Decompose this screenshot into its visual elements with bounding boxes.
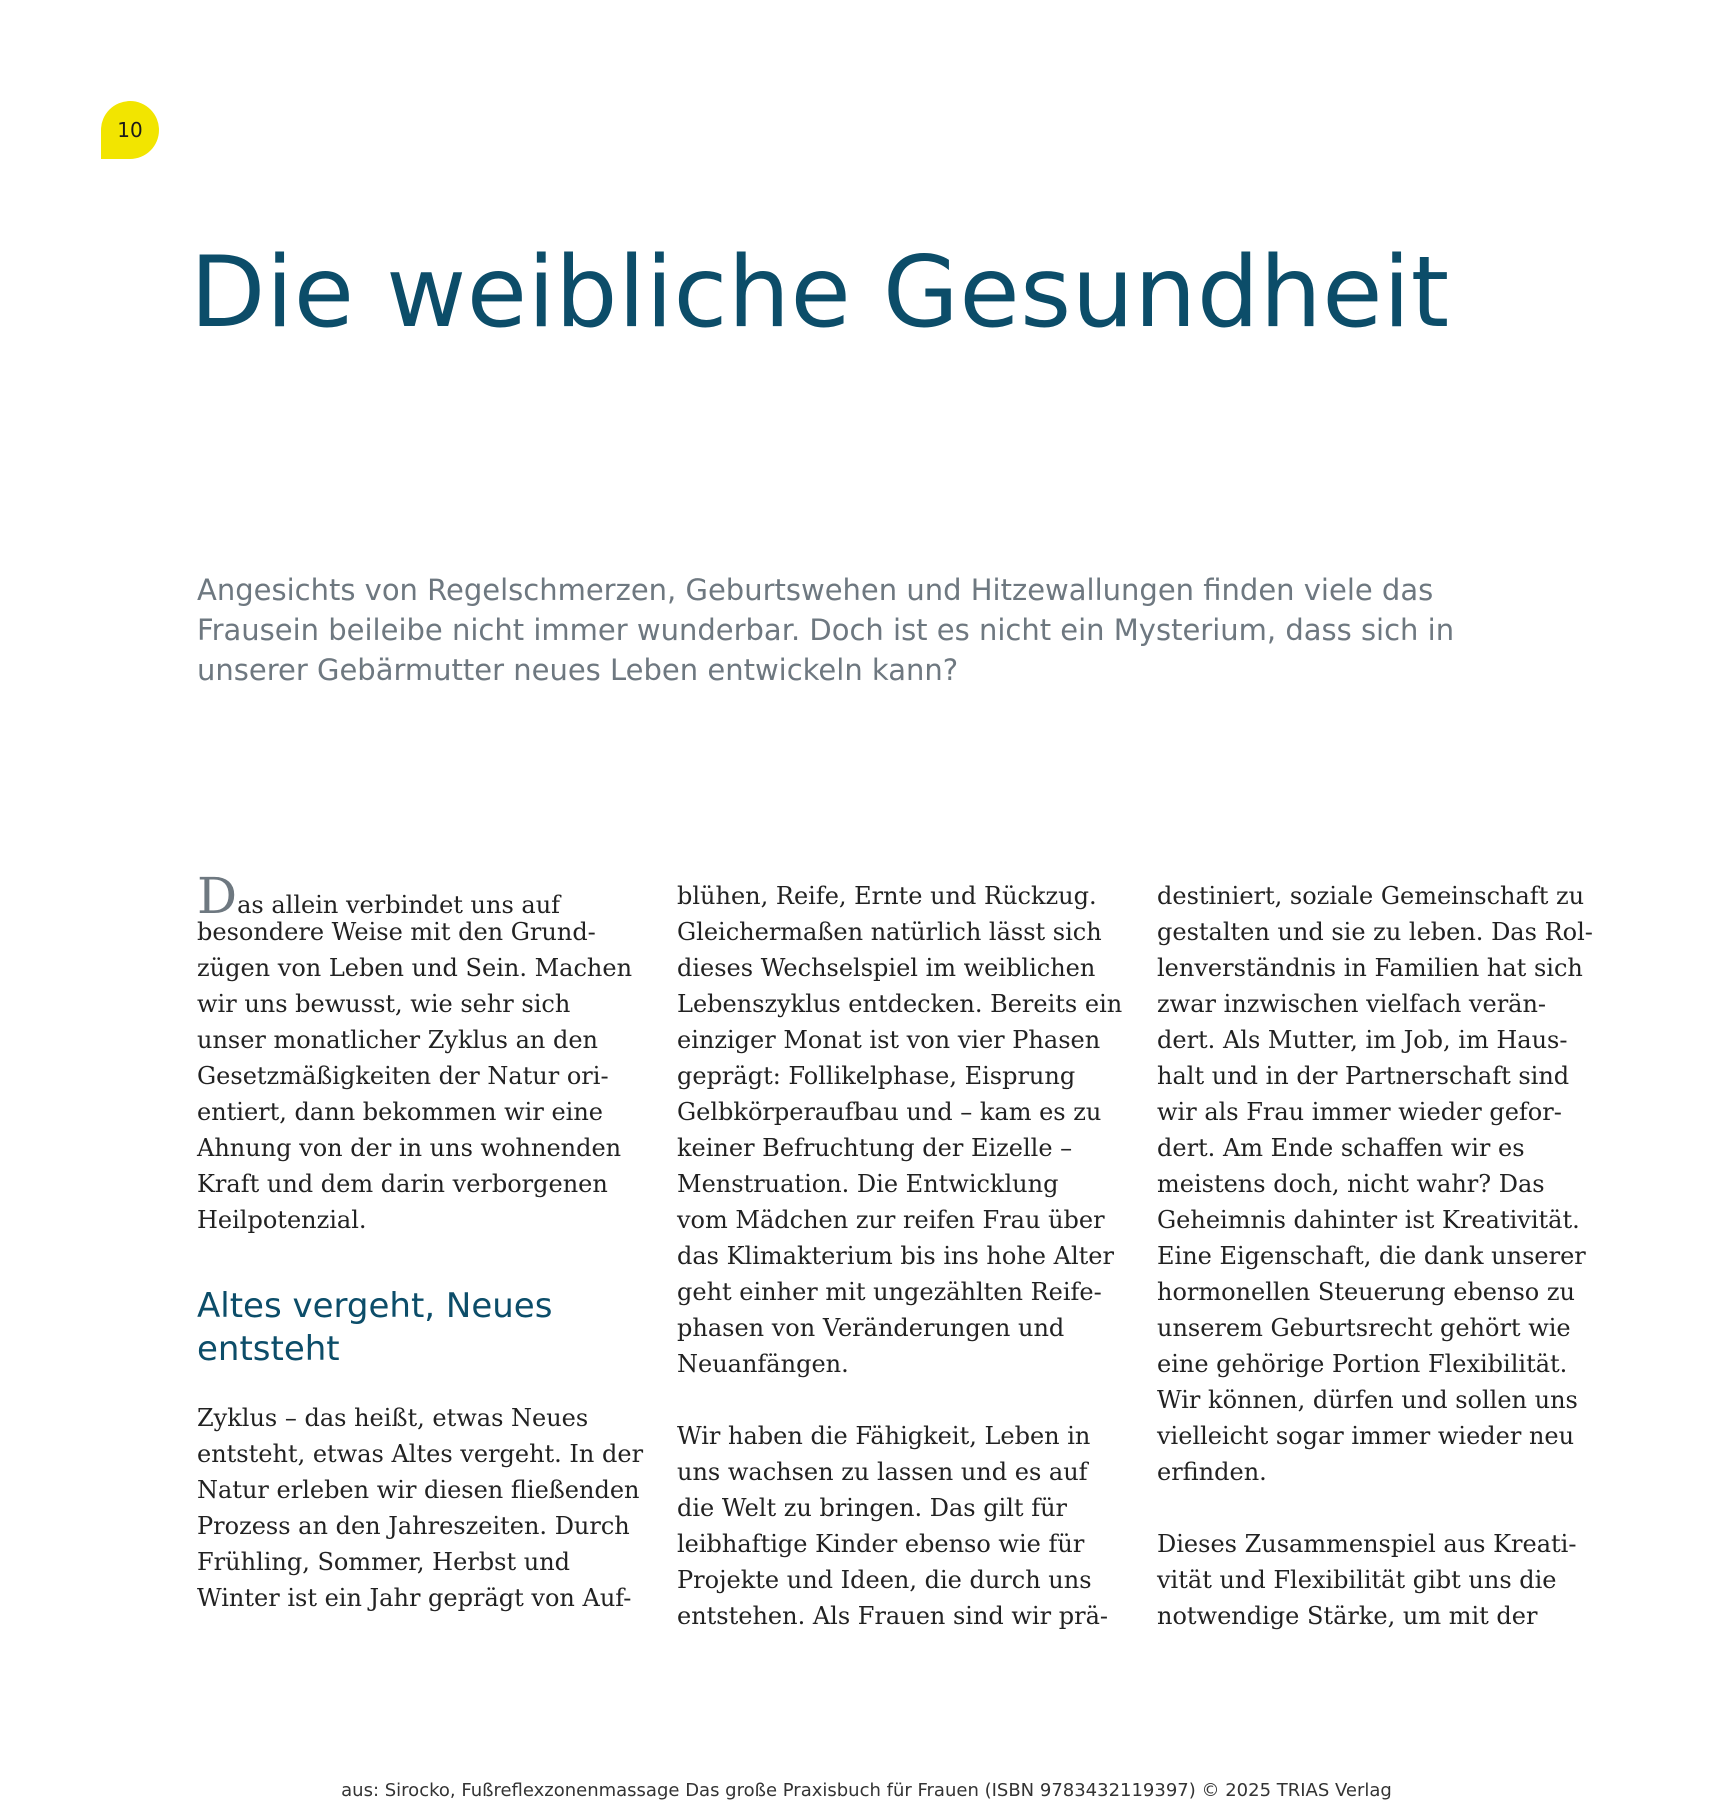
body-line: halt und in der Partnerschaft sind xyxy=(1157,1062,1570,1090)
body-line: Zyklus – das heißt, etwas Neues xyxy=(197,1404,589,1432)
body-line: zwar inzwischen vielfach verän- xyxy=(1157,990,1547,1018)
paragraph-gap xyxy=(677,1382,1117,1418)
first-line-text: as allein verbindet uns auf xyxy=(237,891,561,919)
body-line: die Welt zu bringen. Das gilt für xyxy=(677,1494,1068,1522)
body-line: erfinden. xyxy=(1157,1458,1267,1486)
body-line: besondere Weise mit den Grund- xyxy=(197,918,596,946)
body-line: Gleichermaßen natürlich lässt sich xyxy=(677,918,1102,946)
subheading-line: Altes vergeht, Neues xyxy=(197,1286,553,1326)
body-line: Natur erleben wir diesen fließenden xyxy=(197,1476,640,1504)
copyright-footer: aus: Sirocko, Fußreflexzonenmassage Das große Praxisbuch für Frauen (ISBN 9783432119397) © 2025 TRIAS Verlag xyxy=(341,1780,1392,1801)
text-column-2 xyxy=(677,878,1123,1634)
text-column-3 xyxy=(1157,878,1597,1634)
body-line: Wir können, dürfen und sollen uns xyxy=(1157,1386,1578,1414)
body-line: entstehen. Als Frauen sind wir prä- xyxy=(677,1602,1108,1630)
body-line: Winter ist ein Jahr geprägt von Auf- xyxy=(197,1584,632,1612)
body-line: Heilpotenzial. xyxy=(197,1206,367,1234)
body-line: uns wachsen zu lassen und es auf xyxy=(677,1458,1088,1486)
body-line: Wir haben die Fähigkeit, Leben in xyxy=(677,1422,1091,1450)
body-line: vom Mädchen zur reifen Frau über xyxy=(677,1206,1105,1234)
body-line: phasen von Veränderungen und xyxy=(677,1314,1065,1342)
body-line: unserem Geburtsrecht gehört wie xyxy=(1157,1314,1571,1342)
first-line xyxy=(197,867,637,925)
page-number-badge xyxy=(101,101,159,159)
body-line: Kraft und dem darin verborgenen xyxy=(197,1170,608,1198)
body-line: Menstruation. Die Entwicklung xyxy=(677,1170,1059,1198)
body-line: Frühling, Sommer, Herbst und xyxy=(197,1548,571,1576)
text-column-1 xyxy=(197,867,644,1616)
body-line: Neuanfängen. xyxy=(677,1350,849,1378)
body-line: eine gehörige Portion Flexibilität. xyxy=(1157,1350,1568,1378)
intro-line: Angesichts von Regelschmerzen, Geburtswehen und Hitzewallungen finden viele das xyxy=(197,573,1434,607)
body-line: lenverständnis in Familien hat sich xyxy=(1157,954,1583,982)
intro-line: unserer Gebärmutter neues Leben entwickeln kann? xyxy=(197,653,959,687)
intro-paragraph xyxy=(197,570,1557,690)
body-line: Dieses Zusammenspiel aus Kreati- xyxy=(1157,1530,1577,1558)
body-line: das Klimakterium bis ins hohe Alter xyxy=(677,1242,1114,1270)
body-line: dert. Am Ende schaffen wir es xyxy=(1157,1134,1525,1162)
body-line: Eine Eigenschaft, die dank unserer xyxy=(1157,1242,1586,1270)
body-line: destiniert, soziale Gemeinschaft zu xyxy=(1157,882,1585,910)
body-line: unser monatlicher Zyklus an den xyxy=(197,1026,598,1054)
body-line: dert. Als Mutter, im Job, im Haus- xyxy=(1157,1026,1568,1054)
body-line: leibhaftige Kinder ebenso wie für xyxy=(677,1530,1085,1558)
body-line: Gelbkörperaufbau und – kam es zu xyxy=(677,1098,1102,1126)
body-line: notwendige Stärke, um mit der xyxy=(1157,1602,1538,1630)
body-line: wir als Frau immer wieder gefor- xyxy=(1157,1098,1562,1126)
section-subheading xyxy=(197,1238,637,1400)
body-line: Projekte und Ideen, die durch uns xyxy=(677,1566,1092,1594)
body-line: meistens doch, nicht wahr? Das xyxy=(1157,1170,1545,1198)
body-line: Geheimnis dahinter ist Kreativität. xyxy=(1157,1206,1580,1234)
body-line: einziger Monat ist von vier Phasen xyxy=(677,1026,1101,1054)
intro-line: Frausein beileibe nicht immer wunderbar. Doch ist es nicht ein Mysterium, dass sich in xyxy=(197,613,1455,647)
body-line: Prozess an den Jahreszeiten. Durch xyxy=(197,1512,630,1540)
paragraph-gap xyxy=(1157,1490,1597,1526)
body-line: keiner Befruchtung der Eizelle – xyxy=(677,1134,1073,1162)
body-line: Gesetzmäßigkeiten der Natur ori- xyxy=(197,1062,609,1090)
body-line: Ahnung von der in uns wohnenden xyxy=(197,1134,622,1162)
body-line: vielleicht sogar immer wieder neu xyxy=(1157,1422,1575,1450)
body-line: hormonellen Steuerung ebenso zu xyxy=(1157,1278,1575,1306)
body-line: Lebenszyklus entdecken. Bereits ein xyxy=(677,990,1123,1018)
body-line: entsteht, etwas Altes vergeht. In der xyxy=(197,1440,644,1468)
body-line: blühen, Reife, Ernte und Rückzug. xyxy=(677,882,1097,910)
page-title: Die weibliche Gesundheit xyxy=(190,236,1450,350)
body-line: entiert, dann bekommen wir eine xyxy=(197,1098,603,1126)
body-line: wir uns bewusst, wie sehr sich xyxy=(197,990,571,1018)
drop-cap: D xyxy=(197,867,238,925)
body-line: dieses Wechselspiel im weiblichen xyxy=(677,954,1096,982)
body-line: geprägt: Follikelphase, Eisprung xyxy=(677,1062,1076,1090)
body-line: geht einher mit ungezählten Reife- xyxy=(677,1278,1102,1306)
body-line: vität und Flexibilität gibt uns die xyxy=(1157,1566,1557,1594)
subheading-line: entsteht xyxy=(197,1329,340,1369)
page-number: 10 xyxy=(117,118,143,142)
body-line: zügen von Leben und Sein. Machen xyxy=(197,954,633,982)
body-line: gestalten und sie zu leben. Das Rol- xyxy=(1157,918,1593,946)
